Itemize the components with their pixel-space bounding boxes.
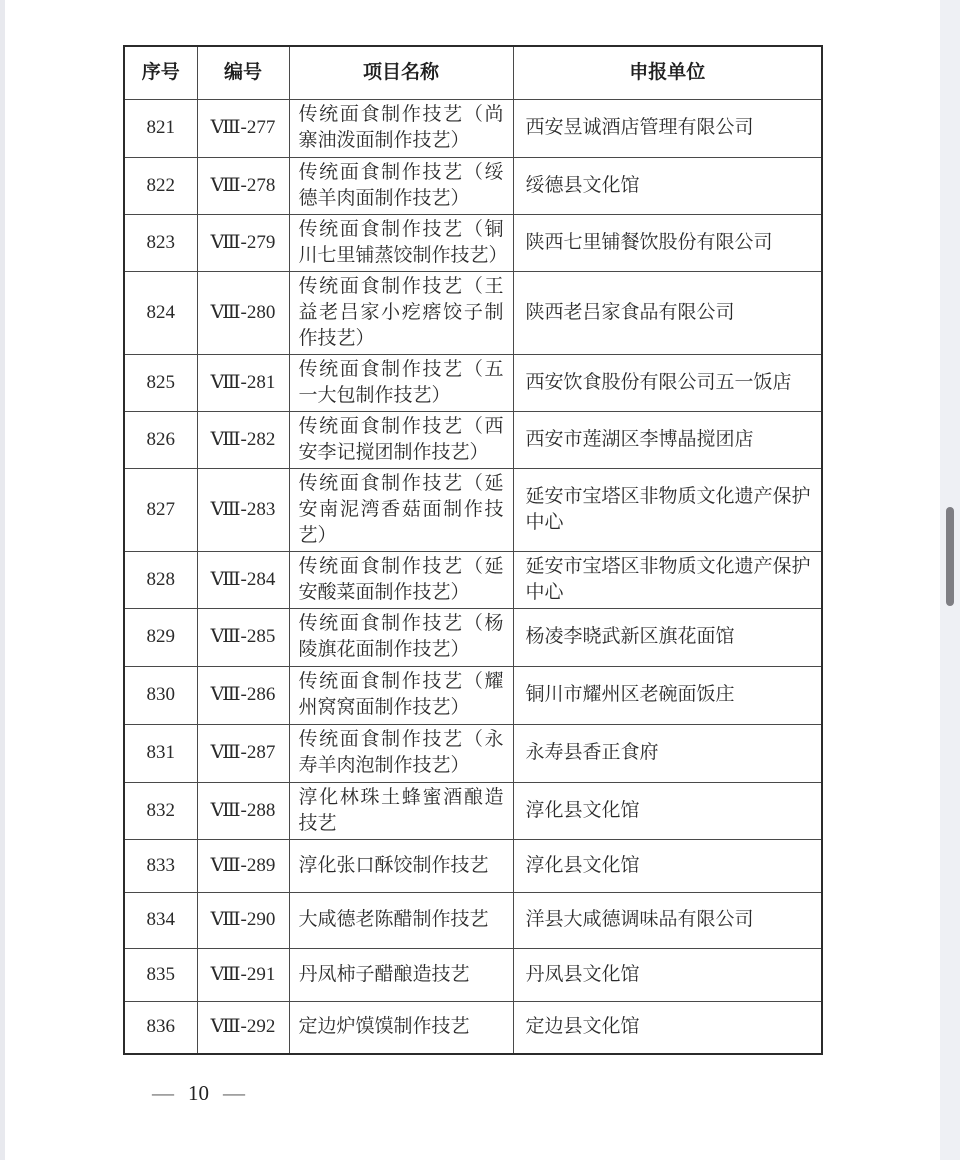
cell-name: 淳化张口酥饺制作技艺 — [289, 839, 513, 892]
cell-code: Ⅷ-285 — [197, 608, 289, 666]
cell-applicant: 西安市莲湖区李博晶搅团店 — [513, 411, 822, 468]
table-row — [124, 354, 822, 411]
cell-applicant: 西安饮食股份有限公司五一饭店 — [513, 354, 822, 411]
table-row — [124, 551, 822, 608]
cell-name: 传统面食制作技艺（延安酸菜面制作技艺） — [289, 551, 513, 608]
column-header-name: 项目名称 — [289, 46, 513, 99]
cell-name: 淳化林珠土蜂蜜酒酿造技艺 — [289, 782, 513, 839]
cell-seq: 833 — [124, 839, 197, 892]
cell-code: Ⅷ-278 — [197, 157, 289, 214]
table-row — [124, 948, 822, 1001]
cell-seq: 824 — [124, 271, 197, 354]
cell-seq: 826 — [124, 411, 197, 468]
cell-applicant: 铜川市耀州区老碗面饭庄 — [513, 666, 822, 724]
cell-seq: 828 — [124, 551, 197, 608]
table-row — [124, 839, 822, 892]
page-number-footer — [152, 1080, 245, 1106]
cell-code: Ⅷ-292 — [197, 1001, 289, 1054]
cell-code: Ⅷ-286 — [197, 666, 289, 724]
cell-name: 传统面食制作技艺（耀州窝窝面制作技艺） — [289, 666, 513, 724]
heritage-items-table — [123, 45, 823, 1055]
cell-name: 定边炉馍馍制作技艺 — [289, 1001, 513, 1054]
cell-applicant: 延安市宝塔区非物质文化遗产保护中心 — [513, 551, 822, 608]
cell-applicant: 陕西老吕家食品有限公司 — [513, 271, 822, 354]
cell-name: 传统面食制作技艺（铜川七里铺蒸饺制作技艺） — [289, 214, 513, 271]
table-row — [124, 892, 822, 948]
cell-name: 传统面食制作技艺（永寿羊肉泡制作技艺） — [289, 724, 513, 782]
cell-name: 丹凤柿子醋酿造技艺 — [289, 948, 513, 1001]
footer-dash-right: — — [223, 1080, 245, 1105]
cell-applicant: 陕西七里铺餐饮股份有限公司 — [513, 214, 822, 271]
table-row — [124, 411, 822, 468]
cell-name: 传统面食制作技艺（延安南泥湾香菇面制作技艺） — [289, 468, 513, 551]
cell-seq: 821 — [124, 99, 197, 157]
cell-seq: 834 — [124, 892, 197, 948]
column-header-code: 编号 — [197, 46, 289, 99]
cell-code: Ⅷ-280 — [197, 271, 289, 354]
cell-applicant: 绥德县文化馆 — [513, 157, 822, 214]
cell-code: Ⅷ-279 — [197, 214, 289, 271]
table-row — [124, 1001, 822, 1054]
cell-seq: 830 — [124, 666, 197, 724]
cell-seq: 836 — [124, 1001, 197, 1054]
cell-code: Ⅷ-289 — [197, 839, 289, 892]
cell-applicant: 永寿县香正食府 — [513, 724, 822, 782]
cell-applicant: 延安市宝塔区非物质文化遗产保护中心 — [513, 468, 822, 551]
table-header-row — [124, 46, 822, 99]
table-row — [124, 99, 822, 157]
column-header-seq: 序号 — [124, 46, 197, 99]
cell-applicant: 杨凌李晓武新区旗花面馆 — [513, 608, 822, 666]
cell-applicant: 定边县文化馆 — [513, 1001, 822, 1054]
cell-code: Ⅷ-287 — [197, 724, 289, 782]
cell-seq: 822 — [124, 157, 197, 214]
cell-seq: 825 — [124, 354, 197, 411]
column-header-applicant: 申报单位 — [513, 46, 822, 99]
cell-applicant: 西安昱诚酒店管理有限公司 — [513, 99, 822, 157]
cell-applicant: 淳化县文化馆 — [513, 839, 822, 892]
cell-name: 传统面食制作技艺（王益老吕家小疙瘩饺子制作技艺） — [289, 271, 513, 354]
cell-seq: 831 — [124, 724, 197, 782]
cell-code: Ⅷ-283 — [197, 468, 289, 551]
table-row — [124, 666, 822, 724]
table-row — [124, 608, 822, 666]
cell-name: 传统面食制作技艺（绥德羊肉面制作技艺） — [289, 157, 513, 214]
cell-seq: 835 — [124, 948, 197, 1001]
table-row — [124, 271, 822, 354]
table-row — [124, 782, 822, 839]
cell-seq: 827 — [124, 468, 197, 551]
cell-seq: 832 — [124, 782, 197, 839]
cell-code: Ⅷ-290 — [197, 892, 289, 948]
scrollbar-track[interactable] — [940, 0, 960, 1160]
cell-code: Ⅷ-282 — [197, 411, 289, 468]
table-row — [124, 214, 822, 271]
cell-name: 传统面食制作技艺（尚寨油泼面制作技艺） — [289, 99, 513, 157]
cell-seq: 823 — [124, 214, 197, 271]
table-row — [124, 468, 822, 551]
cell-name: 传统面食制作技艺（西安李记搅团制作技艺） — [289, 411, 513, 468]
viewer-left-edge — [0, 0, 5, 1160]
cell-applicant: 洋县大咸德调味品有限公司 — [513, 892, 822, 948]
cell-code: Ⅷ-281 — [197, 354, 289, 411]
cell-code: Ⅷ-288 — [197, 782, 289, 839]
cell-code: Ⅷ-277 — [197, 99, 289, 157]
cell-seq: 829 — [124, 608, 197, 666]
page-number: 10 — [188, 1080, 209, 1105]
cell-name: 大咸德老陈醋制作技艺 — [289, 892, 513, 948]
table-row — [124, 157, 822, 214]
cell-applicant: 丹凤县文化馆 — [513, 948, 822, 1001]
cell-code: Ⅷ-284 — [197, 551, 289, 608]
cell-applicant: 淳化县文化馆 — [513, 782, 822, 839]
scrollbar-thumb[interactable] — [946, 507, 954, 606]
footer-dash-left: — — [152, 1080, 174, 1105]
table-body — [124, 99, 822, 1054]
cell-name: 传统面食制作技艺（五一大包制作技艺） — [289, 354, 513, 411]
cell-code: Ⅷ-291 — [197, 948, 289, 1001]
cell-name: 传统面食制作技艺（杨陵旗花面制作技艺） — [289, 608, 513, 666]
table-row — [124, 724, 822, 782]
